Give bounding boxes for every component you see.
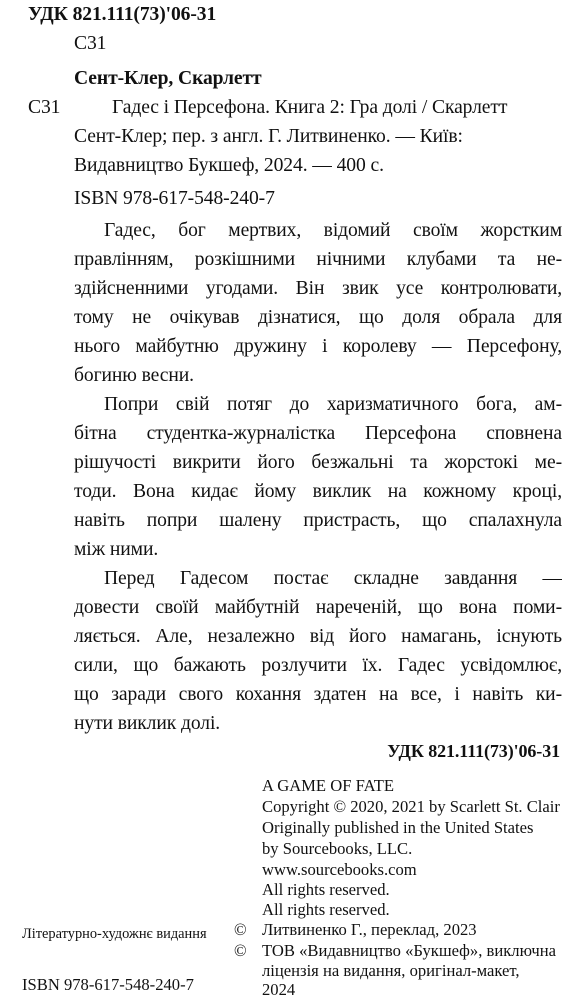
annotation-line: нього майбутню дружину і королеву — Персефону, xyxy=(74,336,562,357)
biblio-line: Видавництво Букшеф, 2024. — 400 с. xyxy=(74,155,384,176)
copyright-line: A GAME OF FATE xyxy=(262,776,394,795)
annotation-line: між ними. xyxy=(74,539,159,560)
publisher-copyright-line: ліцензія на видання, оригінал-макет, xyxy=(262,961,520,980)
copyright-line: by Sourcebooks, LLC. xyxy=(262,839,413,858)
copyright-line: Originally published in the United States xyxy=(262,818,534,837)
annotation-line: Гадес, бог мертвих, відомий своїм жорстким xyxy=(104,220,562,241)
annotation-line: богиню весни. xyxy=(74,365,194,386)
annotation-line: сили, що бажають розлучити їх. Гадес усвідомлює, xyxy=(74,655,562,676)
biblio-line: Гадес і Персефона. Книга 2: Гра долі / Скарлетт xyxy=(112,97,508,118)
genre-label: Літературно-художнє видання xyxy=(22,926,207,942)
annotation-line: ляється. Але, незалежно від його намагань, існують xyxy=(74,626,562,647)
copyright-line: All rights reserved. xyxy=(262,900,390,919)
annotation-line: рішучості викрити його безжальні та жорстокі ме- xyxy=(74,452,562,473)
annotation-line: тому не очікував дізнатися, що доля обрала для xyxy=(74,307,562,328)
biblio-line: Сент-Клер; пер. з англ. Г. Литвиненко. — Київ: xyxy=(74,126,463,147)
annotation-line: правлінням, розкішними нічними клубами та не- xyxy=(74,249,562,270)
isbn-top: ISBN 978-617-548-240-7 xyxy=(74,188,275,209)
annotation-line: бітна студентка-журналістка Персефона сповнена xyxy=(74,423,562,444)
copyright-line: All rights reserved. xyxy=(262,880,390,899)
biblio-mark: С31 xyxy=(28,97,61,118)
publisher-copyright-line: 2024 xyxy=(262,980,296,999)
author-sign: С31 xyxy=(74,33,107,54)
annotation-line: що заради свого кохання здатен на все, і навіть ки- xyxy=(74,684,562,705)
copyright-line: www.sourcebooks.com xyxy=(262,860,417,879)
annotation-line: навіть попри шалену пристрасть, що спалахнула xyxy=(74,510,562,531)
udk-code-bottom: УДК 821.111(73)'06-31 xyxy=(387,741,560,761)
translation-copyright: Литвиненко Г., переклад, 2023 xyxy=(262,920,477,939)
annotation-line: тоди. Вона кидає йому виклик на кожному кроці, xyxy=(74,481,562,502)
annotation-line: довести своїй майбутній нареченій, що вона поми- xyxy=(74,597,562,618)
publisher-copyright-line: ТОВ «Видавництво «Букшеф», виключна xyxy=(262,941,556,960)
annotation-line: здійсненними угодами. Він звик усе контролювати, xyxy=(74,278,562,299)
author-name: Сент-Клер, Скарлетт xyxy=(74,68,262,89)
copyright-symbol: © xyxy=(234,941,247,960)
annotation-line: нути виклик долі. xyxy=(74,713,221,734)
copyright-line: Copyright © 2020, 2021 by Scarlett St. Clair xyxy=(262,797,560,816)
isbn-bottom: ISBN 978-617-548-240-7 xyxy=(22,975,194,994)
udk-code-top: УДК 821.111(73)'06-31 xyxy=(28,4,217,25)
copyright-symbol: © xyxy=(234,920,247,939)
annotation-line: Перед Гадесом постає складне завдання — xyxy=(104,568,562,589)
annotation-line: Попри свій потяг до харизматичного бога, ам- xyxy=(104,394,562,415)
